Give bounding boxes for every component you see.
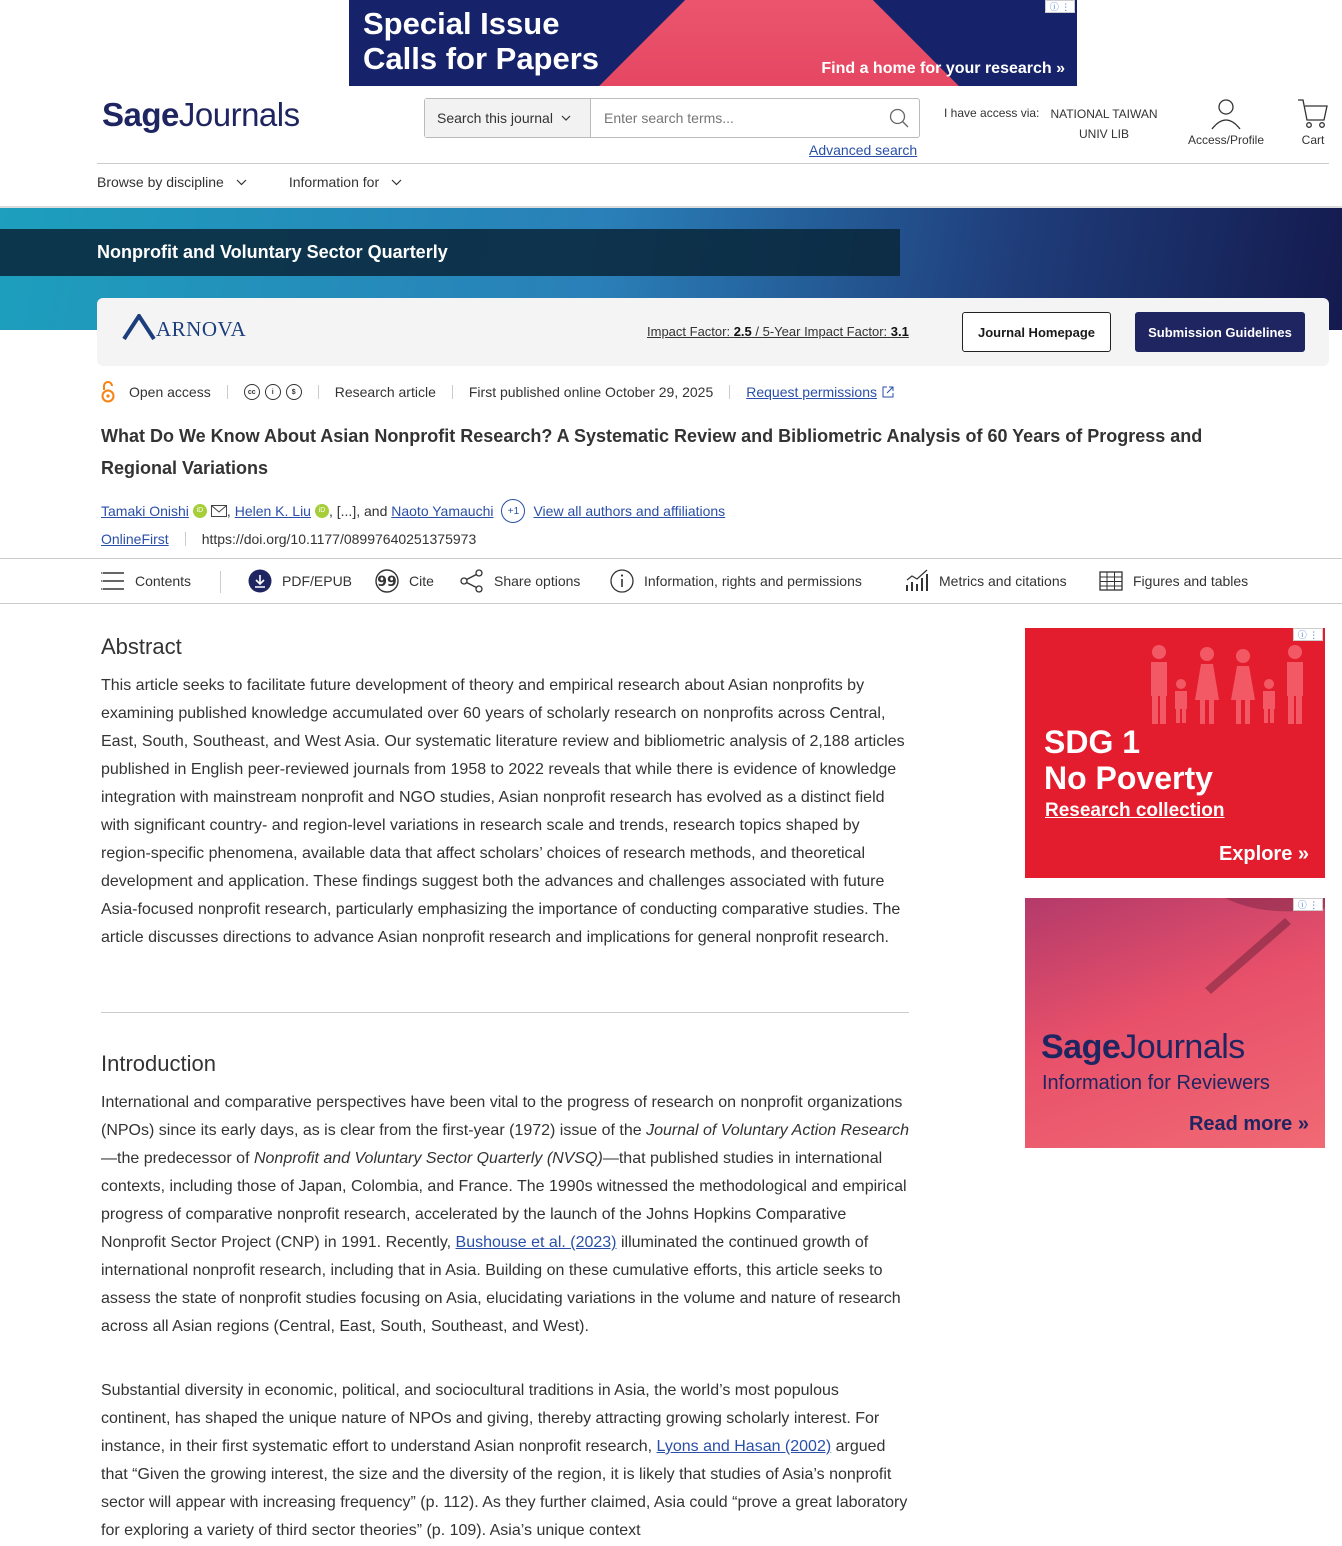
download-icon — [248, 569, 272, 593]
journal-homepage-button[interactable]: Journal Homepage — [962, 312, 1111, 352]
abstract-text: This article seeks to facilitate future development of theory and empirical research about Asian nonprofits by examining published knowledge accumulated over 60 years of scholarly research on nonprofits across Central, East, South, Southeast, and West Asia. Our systematic literature review and bibliometric analysis of 2,188 articles published in English peer-reviewed journals from 1958 to 2022 reveals that while there is evidence of knowledge integration with mainstream nonprofit and NGO studies, Asian nonprofit research has evolved as a distinct field with significant country- and region-level variations in research scale and trends, research topics shaped by region-specific phenomena, available data that affect scholars’ choices of research methods, and theoretical development and application. These findings suggest both the advances and challenges associated with future Asia-focused nonprofit research, particularly emphasizing the importance of conducting comparative studies. The article discusses directions to advance Asian nonprofit research and implications for general nonprofit research. — [101, 677, 905, 946]
reviewers-ad-logo-regular: Journals — [1120, 1028, 1245, 1066]
impact-factor[interactable]: Impact Factor: 2.5 / 5-Year Impact Factor: 3.1 — [647, 324, 909, 339]
reviewers-ad-logo — [1041, 1028, 1245, 1067]
info-label: Information, rights and permissions — [644, 573, 862, 589]
metrics-label: Metrics and citations — [939, 573, 1067, 589]
ad-cta[interactable]: Find a home for your research » — [821, 60, 1065, 77]
access-profile-button[interactable] — [1180, 96, 1272, 147]
cc-icon: cc — [244, 384, 260, 400]
chevron-down-icon — [561, 115, 571, 121]
institution-name: NATIONAL TAIWAN UNIV LIB — [1050, 107, 1158, 141]
header-divider — [97, 163, 1329, 164]
logo-bold: Sage — [102, 96, 179, 133]
intro-text: argued that “Given the growing interest, the size and the diversity of the region, it is likely that studies of Asia’s nonprofit sector will appear with increasing frequency” (p. 112). As they further claimed, Asia could “prove a great laboratory for exploring a variety of third sector theories” (p. 109). Asia’s unique context — [101, 1438, 908, 1539]
open-access-label: Open access — [129, 384, 211, 400]
introduction-heading: Introduction — [101, 1051, 216, 1076]
impact-value: 2.5 — [733, 324, 752, 339]
reviewers-ad-logo-bold: Sage — [1041, 1028, 1121, 1066]
share-options-button[interactable] — [460, 559, 580, 603]
cite-label: Cite — [409, 573, 434, 589]
adchoices-icon[interactable]: ⓘ ⋮ — [1293, 628, 1323, 641]
five-year-value: 3.1 — [890, 324, 909, 339]
sdg-ad-headline — [1044, 724, 1213, 796]
citation-link[interactable]: Lyons and Hasan (2002) — [656, 1438, 832, 1455]
author-separator: , — [226, 503, 235, 519]
intro-text: —that published studies in international contexts, including those of Japan, Colombia, and France. The 1990s witnessed the methodological and empirical progress of comparative nonprofit research, accelerated by the launch of the Johns Hopkins Comparative Nonprofit Sector Project (CNP) in 1991. Recently, — [101, 1150, 907, 1251]
doi-text[interactable]: https://doi.org/10.1177/08997640251375973 — [201, 531, 477, 547]
onlinefirst-link[interactable]: OnlineFirst — [101, 531, 169, 547]
arnova-name: ARNOVA — [156, 317, 247, 341]
advanced-search-link[interactable]: Advanced search — [809, 142, 918, 158]
submission-guidelines-button[interactable]: Submission Guidelines — [1135, 312, 1305, 352]
introduction-paragraph-2 — [101, 1377, 911, 1545]
license-icons[interactable] — [244, 384, 302, 400]
pen-hand-icon — [1185, 898, 1325, 998]
author-link[interactable]: Naoto Yamauchi — [391, 503, 494, 519]
share-icon — [460, 569, 484, 593]
information-rights-button[interactable] — [610, 559, 862, 603]
user-icon — [1209, 96, 1243, 130]
intro-text: International and comparative perspectives have been vital to the progress of research on nonprofit organizations (NPOs) since its early days, as is clear from the first-year (1972) issue of the — [101, 1094, 903, 1139]
sdg-ad-cta[interactable]: Explore » — [1218, 843, 1309, 865]
info-icon — [610, 569, 634, 593]
search-scope-label: Search this journal — [437, 110, 553, 126]
introduction-paragraph-1 — [101, 1089, 911, 1341]
abstract-heading: Abstract — [101, 634, 182, 659]
cart-icon — [1296, 96, 1330, 130]
author-list — [101, 499, 725, 523]
figures-label: Figures and tables — [1133, 573, 1249, 589]
intro-text: —the predecessor of — [101, 1150, 254, 1167]
nav-browse-label: Browse by discipline — [97, 174, 224, 190]
by-icon: i — [265, 384, 281, 400]
author-link[interactable]: Tamaki Onishi — [101, 503, 189, 519]
article-title: What Do We Know About Asian Nonprofit Research? A Systematic Review and Bibliometric Analysis of 60 Years of Progress and Regional Variations — [101, 426, 1203, 478]
author-link[interactable]: Helen K. Liu — [234, 503, 311, 519]
orcid-icon[interactable]: iD — [193, 504, 207, 518]
section-divider — [101, 1012, 909, 1013]
ad-headline-line1: Special Issue — [363, 6, 560, 41]
toolbar-separator — [220, 571, 221, 593]
quote-icon — [375, 569, 399, 593]
main-nav — [97, 174, 402, 190]
menu-icon — [101, 571, 125, 591]
view-all-authors-link[interactable]: View all authors and affiliations — [533, 503, 726, 519]
intro-text: illuminated the continued growth of international nonprofit research, including that in Asia. Building on these cumulative efforts, this article seeks to assess the state of nonprofit studies focusing on Asia, elucidating variations in the volume and nature of research across all Asian regions (Central, East, South, Southeast, and West). — [101, 1234, 901, 1335]
more-authors-button[interactable]: +1 — [501, 499, 525, 523]
doi-row — [101, 531, 476, 547]
impact-label: Impact Factor: — [647, 324, 731, 339]
arnova-mark-icon — [122, 314, 156, 340]
intro-italic: Journal of Voluntary Action Research — [646, 1122, 910, 1139]
email-icon[interactable] — [211, 505, 227, 517]
cart-button[interactable] — [1292, 96, 1334, 147]
access-profile-label: Access/Profile — [1187, 133, 1265, 147]
sdg-ad-subtitle: Research collection — [1045, 800, 1225, 821]
author-ellipsis: , [...], and — [328, 503, 392, 519]
nc-icon: $ — [286, 384, 302, 400]
article-meta — [101, 382, 895, 402]
request-permissions-label: Request permissions — [746, 384, 877, 400]
sdg-ad-line1: SDG 1 — [1044, 724, 1141, 760]
intro-text: Substantial diversity in economic, political, and sociocultural traditions in Asia, the world’s most populous continent, has shaped the unique nature of NPOs and giving, thereby attracting growing scholarly interest. For instance, in their first systematic effort to understand Asian nonprofit research, — [101, 1382, 880, 1455]
search-bar — [424, 98, 920, 138]
svg-text:99: 99 — [377, 574, 397, 590]
nav-info-label: Information for — [288, 174, 380, 190]
sdg-ad[interactable] — [1025, 628, 1325, 878]
arnova-logo[interactable] — [122, 314, 246, 342]
pdf-epub-button[interactable] — [248, 559, 352, 603]
chevron-down-icon — [236, 179, 247, 186]
metrics-citations-button[interactable] — [905, 559, 1067, 603]
adchoices-icon[interactable]: ⓘ ⋮ — [1293, 898, 1323, 911]
search-scope-select[interactable] — [425, 99, 591, 137]
open-access-icon — [101, 381, 115, 403]
contents-label: Contents — [135, 573, 192, 589]
published-date: First published online October 29, 2025 — [468, 384, 714, 400]
pdf-label: PDF/EPUB — [282, 573, 353, 589]
cart-label: Cart — [1301, 133, 1325, 147]
search-icon[interactable] — [879, 99, 919, 137]
intro-italic: Nonprofit and Voluntary Sector Quarterly (NVSQ) — [253, 1150, 603, 1167]
metrics-icon — [905, 569, 929, 593]
journal-title[interactable]: Nonprofit and Voluntary Sector Quarterly — [97, 242, 448, 262]
sdg-ad-line2: No Poverty — [1044, 760, 1213, 796]
table-icon — [1099, 571, 1123, 591]
article-toolbar — [0, 558, 1342, 604]
logo-regular: Journals — [178, 96, 300, 133]
chevron-down-icon — [391, 179, 402, 186]
share-label: Share options — [494, 573, 581, 589]
five-year-label: 5-Year Impact Factor: — [762, 324, 888, 339]
orcid-icon[interactable]: iD — [315, 504, 329, 518]
request-permissions-link[interactable] — [746, 384, 877, 400]
nav-information-for[interactable] — [289, 174, 402, 190]
sage-journals-logo[interactable] — [102, 96, 300, 134]
search-input[interactable] — [591, 99, 879, 137]
nav-browse-by-discipline[interactable] — [97, 174, 247, 190]
cite-button[interactable] — [375, 559, 434, 603]
top-banner-ad[interactable] — [349, 0, 1077, 86]
reviewers-ad-subtitle: Information for Reviewers — [1042, 1072, 1270, 1094]
citation-link[interactable]: Bushouse et al. (2023) — [455, 1234, 617, 1251]
family-icon — [1145, 642, 1315, 732]
external-link-icon — [881, 385, 895, 399]
reviewers-ad-cta[interactable]: Read more » — [1188, 1113, 1309, 1135]
adchoices-icon[interactable]: ⓘ ⋮ — [1045, 0, 1075, 13]
ad-headline — [363, 6, 599, 76]
article-type: Research article — [334, 384, 436, 400]
ad-headline-line2: Calls for Papers — [363, 41, 600, 76]
reviewers-ad[interactable] — [1025, 898, 1325, 1148]
access-label: I have access via: — [944, 106, 1040, 120]
contents-button[interactable] — [101, 559, 191, 603]
figures-tables-button[interactable] — [1099, 559, 1248, 603]
